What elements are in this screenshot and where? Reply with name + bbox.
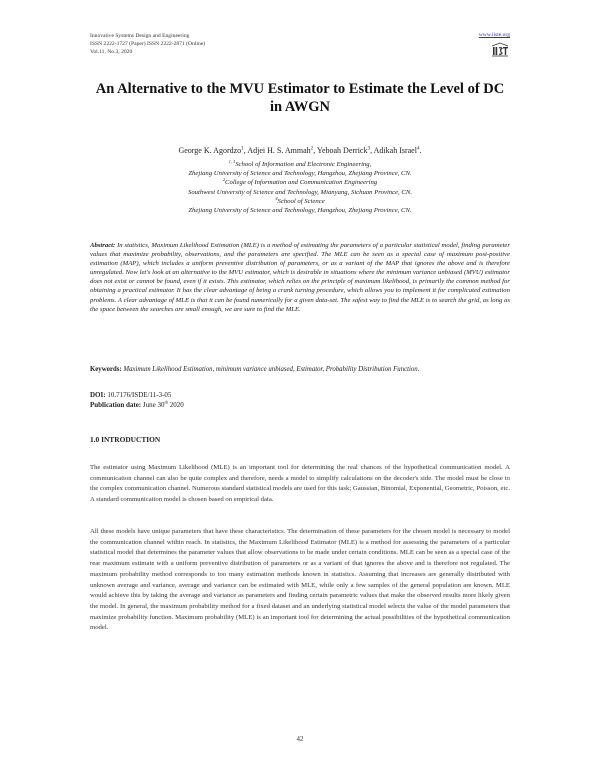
- keywords-text: Maximum Likelihood Estimation, minimum variance unbiased, Estimator, Probability Distribution Function.: [123, 366, 420, 373]
- page-number: 42: [296, 735, 304, 743]
- affiliation-line: $^{1, 3}$School of Information and Electronic Engineering,: [228, 158, 372, 168]
- journal-header: [90, 32, 205, 57]
- affiliation-line: Southwest University of Science and Technology, Mianyang, Sichuan Province, CN.: [187, 188, 413, 196]
- author-sup: 4: [416, 145, 420, 152]
- abstract: [90, 241, 510, 314]
- author-sup: 3: [367, 145, 371, 152]
- keywords-label: Keywords:: [90, 366, 122, 373]
- affiliation-line: Zhejiang University of Science and Technology, Hangzhou, Zhejiang Province, CN.: [188, 207, 412, 215]
- paper-title: An Alternative to the MVU Estimator to Estimate the Level of DC in AWGN: [95, 81, 505, 115]
- doi-value: 10.7176/ISDE/11-3-05: [107, 391, 172, 399]
- author-list: George K. Agordzo$^1$, Adjei H. S. Ammah$^2$, Yeboah Derrick$^3$, Adikah Israel$^4$.: [178, 145, 422, 155]
- keywords: [90, 365, 510, 374]
- section-heading: 1.0 INTRODUCTION: [90, 435, 161, 444]
- iiste-logo-icon: [490, 42, 510, 58]
- journal-issn: ISSN 2222-1727 (Paper) ISSN 2222-2871 (Online): [90, 41, 206, 48]
- affiliations: [90, 160, 510, 215]
- journal-url-link[interactable]: www.iiste.org: [478, 32, 510, 38]
- body-paragraph: The estimator using Maximum Likelihood (MLE) is an important tool for determining the real chances of the hypothetical communication model. A communication channel can also be quite complex and therefore, needs a model to simplify calculations on the decoder's side. The model must be close to the complex communication channel. Numerous standard statistical models are used for this task; Gaussian, Binomial, Exponential, Geometric, Poisson, etc. A standard communication model is chosen based on empirical data.: [90, 464, 510, 504]
- doi-line: DOI: 10.7176/ISDE/11-3-05: [90, 391, 172, 399]
- affiliation-line: $^4$School of Science: [275, 195, 325, 205]
- journal-name: Innovative Systems Design and Engineering: [90, 33, 190, 39]
- publication-date: Publication date: June 30th 2020: [90, 399, 184, 409]
- body-paragraph: All these models have unique parameters that have these characteristics. The determination of these parameters for the chosen model is necessary to model the communication channel within reach. In statistics, the Maximum Likelihood Estimator (MLE) is a method for assessing the parameters of a particular statistical model that determines the parameter values that allow observations to be made under certain conditions. MLE can be seen as a special case of the rear maximum estimate with a uniform preventive distribution of parameters or as a variant of that ignores the above and is therefore not regulated. The maximum probability method corresponds to too many estimation methods known in statistics. Assuming that increases are generally distributed with unknown average and variance, average and variance can be estimated with MLE, while only a few samples of the general population are known. MLE would achieve this by taking the average and variance as parameters and finding certain parametric values that make the observed results more likely given the model. In general, the maximum probability method for a fixed dataset and an underlying statistical model selects the value of the model parameters that maximize probability function. Maximum probability (MLE) is an important tool for determining the actual possibilities of the hypothetical communication model.: [90, 528, 510, 632]
- author-sup: 2: [310, 145, 314, 152]
- doi-block: [90, 391, 184, 410]
- author-name: Yeboah Derrick: [316, 146, 368, 155]
- abstract-label: Abstract:: [90, 242, 116, 249]
- author-name: George K. Agordzo: [178, 146, 242, 155]
- affiliation-line: Zhejiang University of Science and Technology, Hangzhou, Zhejiang Province, CN.: [188, 170, 412, 178]
- journal-volume: Vol.11, No.3, 2020: [90, 49, 133, 56]
- abstract-text: In statistics, Maximum Likelihood Estimation (MLE) is a method of estimating the parameters of a particular statistical model, finding parameter values that maximize probability, observations, and the parameters are specified. The MLE can be seen as a special case of maximum post-positive estimation (MAP), which includes a uniform preventive distribution of parameters, or as a variant of the MAP that ignores the above and is therefore unregulated. Now let's look at an alternative to the MVU estimator, which is desirable in situations where the minimum variance unbiased (MVU) estimator does not exist or cannot be found, even if it exists. This estimator, which relies on the principle of maximum likelihood, is primarily the common method for obtaining a practical estimator. It has the clear advantage of being a crank turning procedure, which allows you to implement it for complicated estimation problems. A clear advantage of MLE is that it can be found numerically for a given data-set. The safest way to find the MLE is to search the grid, as long as the space between the searches are small enough, we are sure to find the MLE.: [90, 242, 511, 313]
- affiliation-line: $^2$College of Information and Communication Engineering: [222, 177, 378, 187]
- author-name: Adikah Israel: [373, 146, 417, 155]
- author-sup: 1: [241, 145, 244, 152]
- journal-header-right: [479, 32, 510, 63]
- author-name: Adjei H. S. Ammah: [247, 146, 311, 155]
